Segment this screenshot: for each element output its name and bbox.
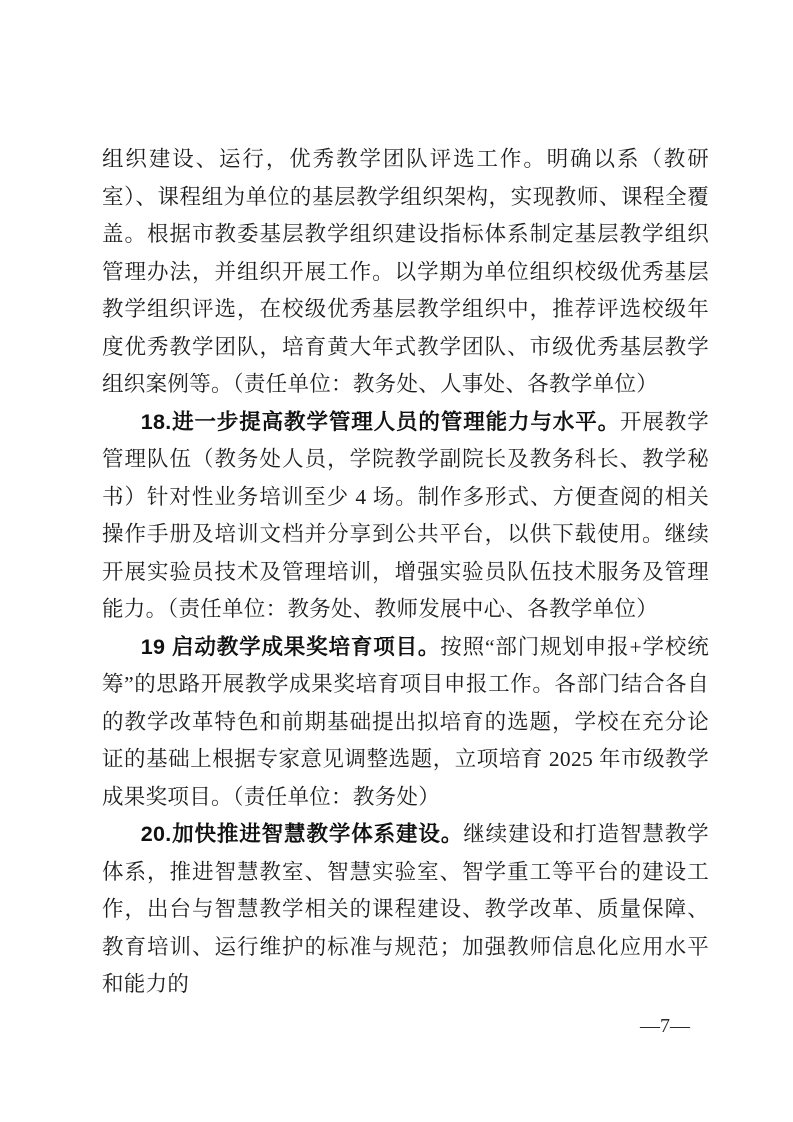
item-19-text: 按照“部门规划申报+学校统筹”的思路开展教学成果奖培育项目申报工作。各部门结合各自的教学改革特色和前期基础提出拟培育的选题，学校在充分论证的基础上根据专家意见调整选题，立项培育 2025 年市级教学成果奖项目。（责任单位：教务处） — [102, 634, 709, 809]
paragraph-item-19 — [102, 629, 709, 817]
paragraph-item-20 — [102, 816, 709, 1004]
item-20-heading: 20.加快推进智慧教学体系建设。 — [140, 822, 464, 846]
item-18-heading: 18.进一步提高教学管理人员的管理能力与水平。 — [140, 409, 621, 434]
page-content — [102, 141, 709, 1004]
paragraph-continuation-text: 组织建设、运行，优秀教学团队评选工作。明确以系（教研室）、课程组为单位的基层教学组织架构，实现教师、课程全覆盖。根据市教委基层教学组织建设指标体系制定基层教学组织管理办法，并组织开展工作。以学期为单位组织校级优秀基层教学组织评选，在校级优秀基层教学组织中，推荐评选校级年度优秀教学团队，培育黄大年式教学团队、市级优秀基层教学组织案例等。（责任单位：教务处、人事处、各教学单位） — [102, 147, 709, 396]
paragraph-item-18 — [102, 404, 709, 629]
page-number: —7— — [640, 1015, 690, 1037]
paragraph-continuation — [102, 141, 709, 404]
item-20-text: 继续建设和打造智慧教学体系，推进智慧教室、智慧实验室、智学重工等平台的建设工作，出台与智慧教学相关的课程建设、教学改革、质量保障、教育培训、运行维护的标准与规范；加强教师信息化应用水平和能力的 — [102, 822, 709, 996]
item-18-text: 开展教学管理队伍（教务处人员，学院教学副院长及教务科长、教学秘书）针对性业务培训至少 4 场。制作多形式、方便查阅的相关操作手册及培训文档并分享到公共平台，以供下载使用。继续开展实验员技术及管理培训，增强实验员队伍技术服务及管理能力。（责任单位：教务处、教师发展中心、各教学单位） — [102, 409, 710, 621]
item-19-heading: 19 启动教学成果奖培育项目。 — [140, 634, 441, 659]
